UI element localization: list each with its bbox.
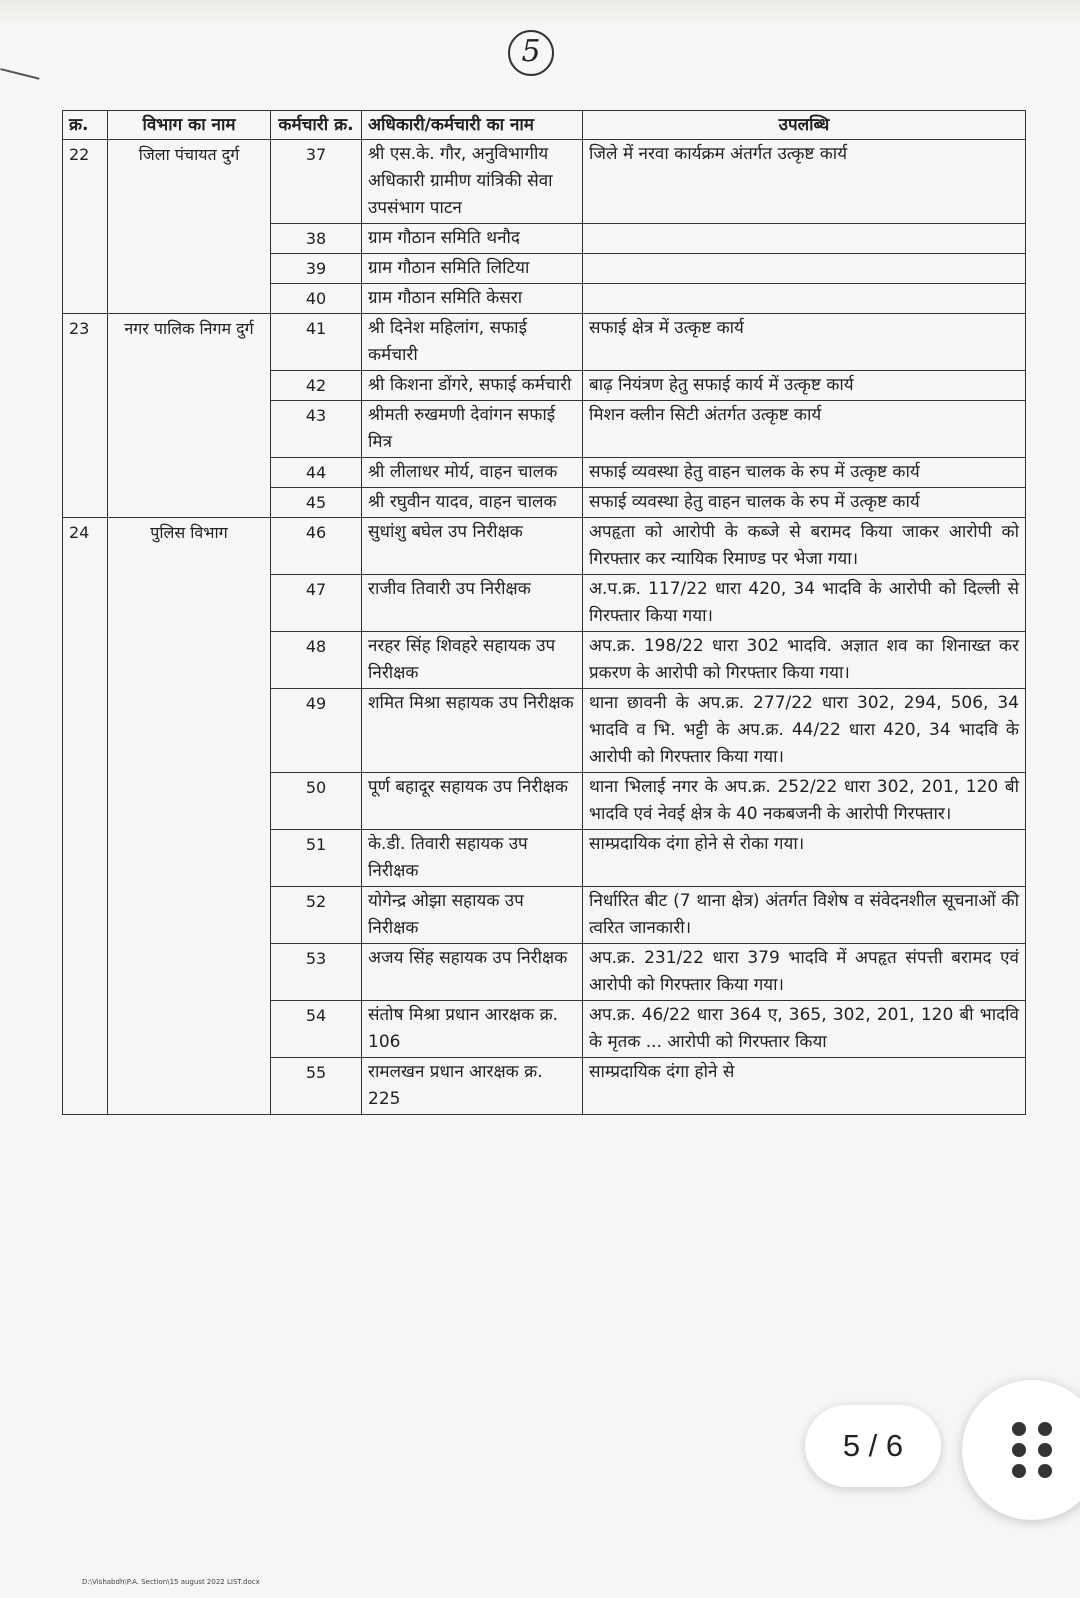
row-name: श्रीमती रुखमणी देवांगन सफाई मित्र: [362, 401, 583, 458]
row-name: योगेन्द्र ओझा सहायक उप निरीक्षक: [362, 887, 583, 944]
row-emp-no: 49: [271, 689, 362, 773]
row-name: श्री रघुवीन यादव, वाहन चालक: [362, 488, 583, 518]
row-emp-no: 46: [271, 518, 362, 575]
row-achievement: [583, 254, 1026, 284]
row-achievement: सफाई व्यवस्था हेतु वाहन चालक के रुप में उत्कृष्ट कार्य: [583, 488, 1026, 518]
row-name: श्री किशना डोंगरे, सफाई कर्मचारी: [362, 371, 583, 401]
row-emp-no: 52: [271, 887, 362, 944]
header-achievement: उपलब्धि: [583, 111, 1026, 140]
row-achievement: मिशन क्लीन सिटी अंतर्गत उत्कृष्ट कार्य: [583, 401, 1026, 458]
row-achievement: सफाई क्षेत्र में उत्कृष्ट कार्य: [583, 314, 1026, 371]
row-name: के.डी. तिवारी सहायक उप निरीक्षक: [362, 830, 583, 887]
row-name: श्री दिनेश महिलांग, सफाई कर्मचारी: [362, 314, 583, 371]
row-achievement: बाढ़ नियंत्रण हेतु सफाई कार्य में उत्कृष्ट कार्य: [583, 371, 1026, 401]
row-name: अजय सिंह सहायक उप निरीक्षक: [362, 944, 583, 1001]
table-row: [63, 140, 1026, 224]
row-emp-no: 47: [271, 575, 362, 632]
row-emp-no: 38: [271, 224, 362, 254]
header-dept: विभाग का नाम: [108, 111, 271, 140]
header-row: [63, 111, 1026, 140]
header-name: अधिकारी/कर्मचारी का नाम: [362, 111, 583, 140]
page-number-circle: 5: [508, 30, 554, 76]
group-sno: 22: [63, 140, 108, 314]
row-emp-no: 53: [271, 944, 362, 1001]
table-row: [63, 314, 1026, 371]
row-emp-no: 42: [271, 371, 362, 401]
row-emp-no: 45: [271, 488, 362, 518]
row-emp-no: 54: [271, 1001, 362, 1058]
table-row: [63, 518, 1026, 575]
row-name: श्री लीलाधर मोर्य, वाहन चालक: [362, 458, 583, 488]
row-emp-no: 50: [271, 773, 362, 830]
row-achievement: जिले में नरवा कार्यक्रम अंतर्गत उत्कृष्ट कार्य: [583, 140, 1026, 224]
row-achievement: निर्धारित बीट (7 थाना क्षेत्र) अंतर्गत विशेष व संवेदनशील सूचनाओं की त्वरित जानकारी।: [583, 887, 1026, 944]
group-dept: नगर पालिक निगम दुर्ग: [108, 314, 271, 518]
row-achievement: [583, 224, 1026, 254]
page-indicator[interactable]: 5 / 6: [805, 1405, 941, 1487]
row-achievement: सफाई व्यवस्था हेतु वाहन चालक के रुप में उत्कृष्ट कार्य: [583, 458, 1026, 488]
row-name: ग्राम गौठान समिति लिटिया: [362, 254, 583, 284]
row-emp-no: 51: [271, 830, 362, 887]
group-dept: पुलिस विभाग: [108, 518, 271, 1115]
row-emp-no: 37: [271, 140, 362, 224]
row-emp-no: 41: [271, 314, 362, 371]
header-emp-no: कर्मचारी क्र.: [271, 111, 362, 140]
row-achievement: साम्प्रदायिक दंगा होने से रोका गया।: [583, 830, 1026, 887]
row-achievement: साम्प्रदायिक दंगा होने से: [583, 1058, 1026, 1115]
row-achievement: अप.क्र. 231/22 धारा 379 भादवि में अपहृत संपत्ती बरामद एवं आरोपी को गिरफ्तार किया गया।: [583, 944, 1026, 1001]
row-achievement: अप.क्र. 46/22 धारा 364 ए, 365, 302, 201, 120 बी भादवि के मृतक ... आरोपी को गिरफ्तार किया: [583, 1001, 1026, 1058]
row-achievement: थाना छावनी के अप.क्र. 277/22 धारा 302, 294, 506, 34 भादवि व भि. भट्टी के अप.क्र. 44/22 धारा 420, 34 भादवि के आरोपी को गिरफ्तार किया गया।: [583, 689, 1026, 773]
group-sno: 24: [63, 518, 108, 1115]
group-dept: जिला पंचायत दुर्ग: [108, 140, 271, 314]
row-name: राजीव तिवारी उप निरीक्षक: [362, 575, 583, 632]
header-sno: क्र.: [63, 111, 108, 140]
row-name: शमित मिश्रा सहायक उप निरीक्षक: [362, 689, 583, 773]
row-name: ग्राम गौठान समिति थनौद: [362, 224, 583, 254]
footer-file-path: D:\Vishabdh\P.A. Section\15 august 2022 LIST.docx: [82, 1578, 260, 1586]
awards-table: [62, 110, 1026, 1115]
row-achievement: अपहृता को आरोपी के कब्जे से बरामद किया जाकर आरोपी को गिरफ्तार कर न्यायिक रिमाण्ड पर भेजा गया।: [583, 518, 1026, 575]
row-name: सुधांशु बघेल उप निरीक्षक: [362, 518, 583, 575]
row-emp-no: 39: [271, 254, 362, 284]
row-achievement: अ.प.क्र. 117/22 धारा 420, 34 भादवि के आरोपी को दिल्ली से गिरफ्तार किया गया।: [583, 575, 1026, 632]
row-emp-no: 43: [271, 401, 362, 458]
row-name: ग्राम गौठान समिति केसरा: [362, 284, 583, 314]
row-name: रामलखन प्रधान आरक्षक क्र. 225: [362, 1058, 583, 1115]
row-emp-no: 40: [271, 284, 362, 314]
group-sno: 23: [63, 314, 108, 518]
row-achievement: [583, 284, 1026, 314]
row-name: पूर्ण बहादूर सहायक उप निरीक्षक: [362, 773, 583, 830]
row-name: श्री एस.के. गौर, अनुविभागीय अधिकारी ग्रामीण यांत्रिकी सेवा उपसंभाग पाटन: [362, 140, 583, 224]
row-name: नरहर सिंह शिवहरे सहायक उप निरीक्षक: [362, 632, 583, 689]
row-emp-no: 55: [271, 1058, 362, 1115]
row-emp-no: 44: [271, 458, 362, 488]
row-name: संतोष मिश्रा प्रधान आरक्षक क्र. 106: [362, 1001, 583, 1058]
row-emp-no: 48: [271, 632, 362, 689]
row-achievement: थाना भिलाई नगर के अप.क्र. 252/22 धारा 302, 201, 120 बी भादवि एवं नेवई क्षेत्र के 40 नकबजनी के आरोपी गिरफ्तार।: [583, 773, 1026, 830]
row-achievement: अप.क्र. 198/22 धारा 302 भादवि. अज्ञात शव का शिनाख्त कर प्रकरण के आरोपी को गिरफ्तार किया गया।: [583, 632, 1026, 689]
